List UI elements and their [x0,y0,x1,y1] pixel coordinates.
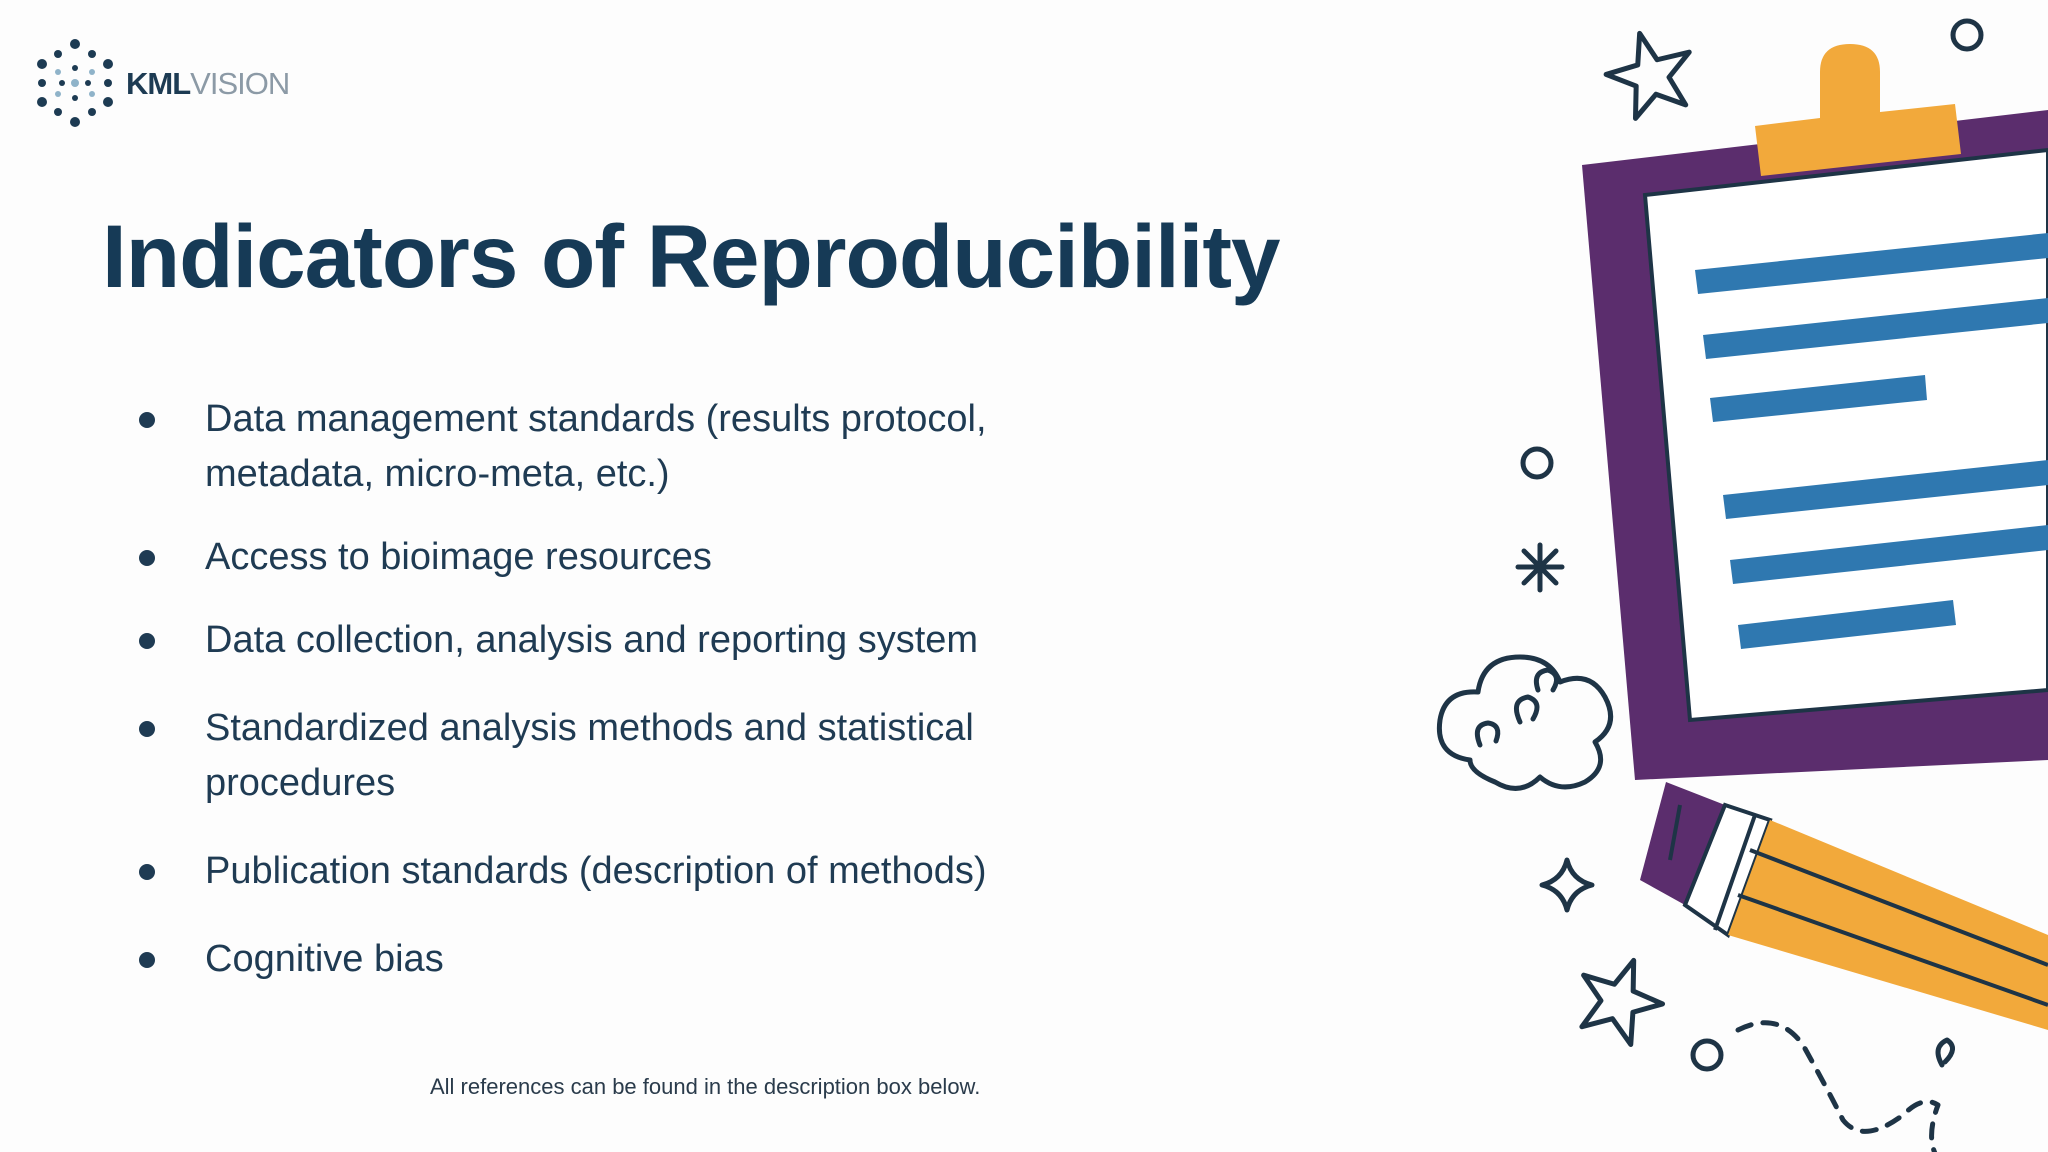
star-icon [1598,22,1702,122]
logo-vision-text: VISION [190,65,290,101]
dashed-path [1738,1023,2048,1152]
logo-hex-dots-icon [36,38,114,128]
pencil-illustration [1640,782,2048,1030]
bullet-item: Data management standards (results protocol, metadata, micro-meta, etc.) [205,392,1085,502]
bullet-list [205,392,1085,987]
circle-icon [1953,21,1981,49]
kml-vision-logo [36,38,289,128]
circle-icon [1693,1041,1721,1069]
cloud-icon [1439,657,1610,788]
bullet-item: Data collection, analysis and reporting system [205,613,1085,668]
bullet-item: Publication standards (description of methods) [205,844,1085,899]
asterisk-icon [1518,545,1562,590]
bullet-item: Cognitive bias [205,932,1085,987]
references-footnote: All references can be found in the description box below. [430,1074,981,1099]
logo-kml-text: KML [126,65,191,101]
bullet-item: Standardized analysis methods and statistical procedures [205,701,1085,811]
star-icon [1567,946,1673,1050]
logo-wordmark [126,65,290,101]
clipboard-board [1582,110,2048,780]
circle-icon [1523,449,1551,477]
clipboard-clip [1755,44,1961,176]
slide-title: Indicators of Reproducibility [102,206,1280,306]
bullet-item: Access to bioimage resources [205,530,1085,585]
sparkle-icon [1542,860,1592,910]
clipboard-illustration [1400,0,2048,1152]
